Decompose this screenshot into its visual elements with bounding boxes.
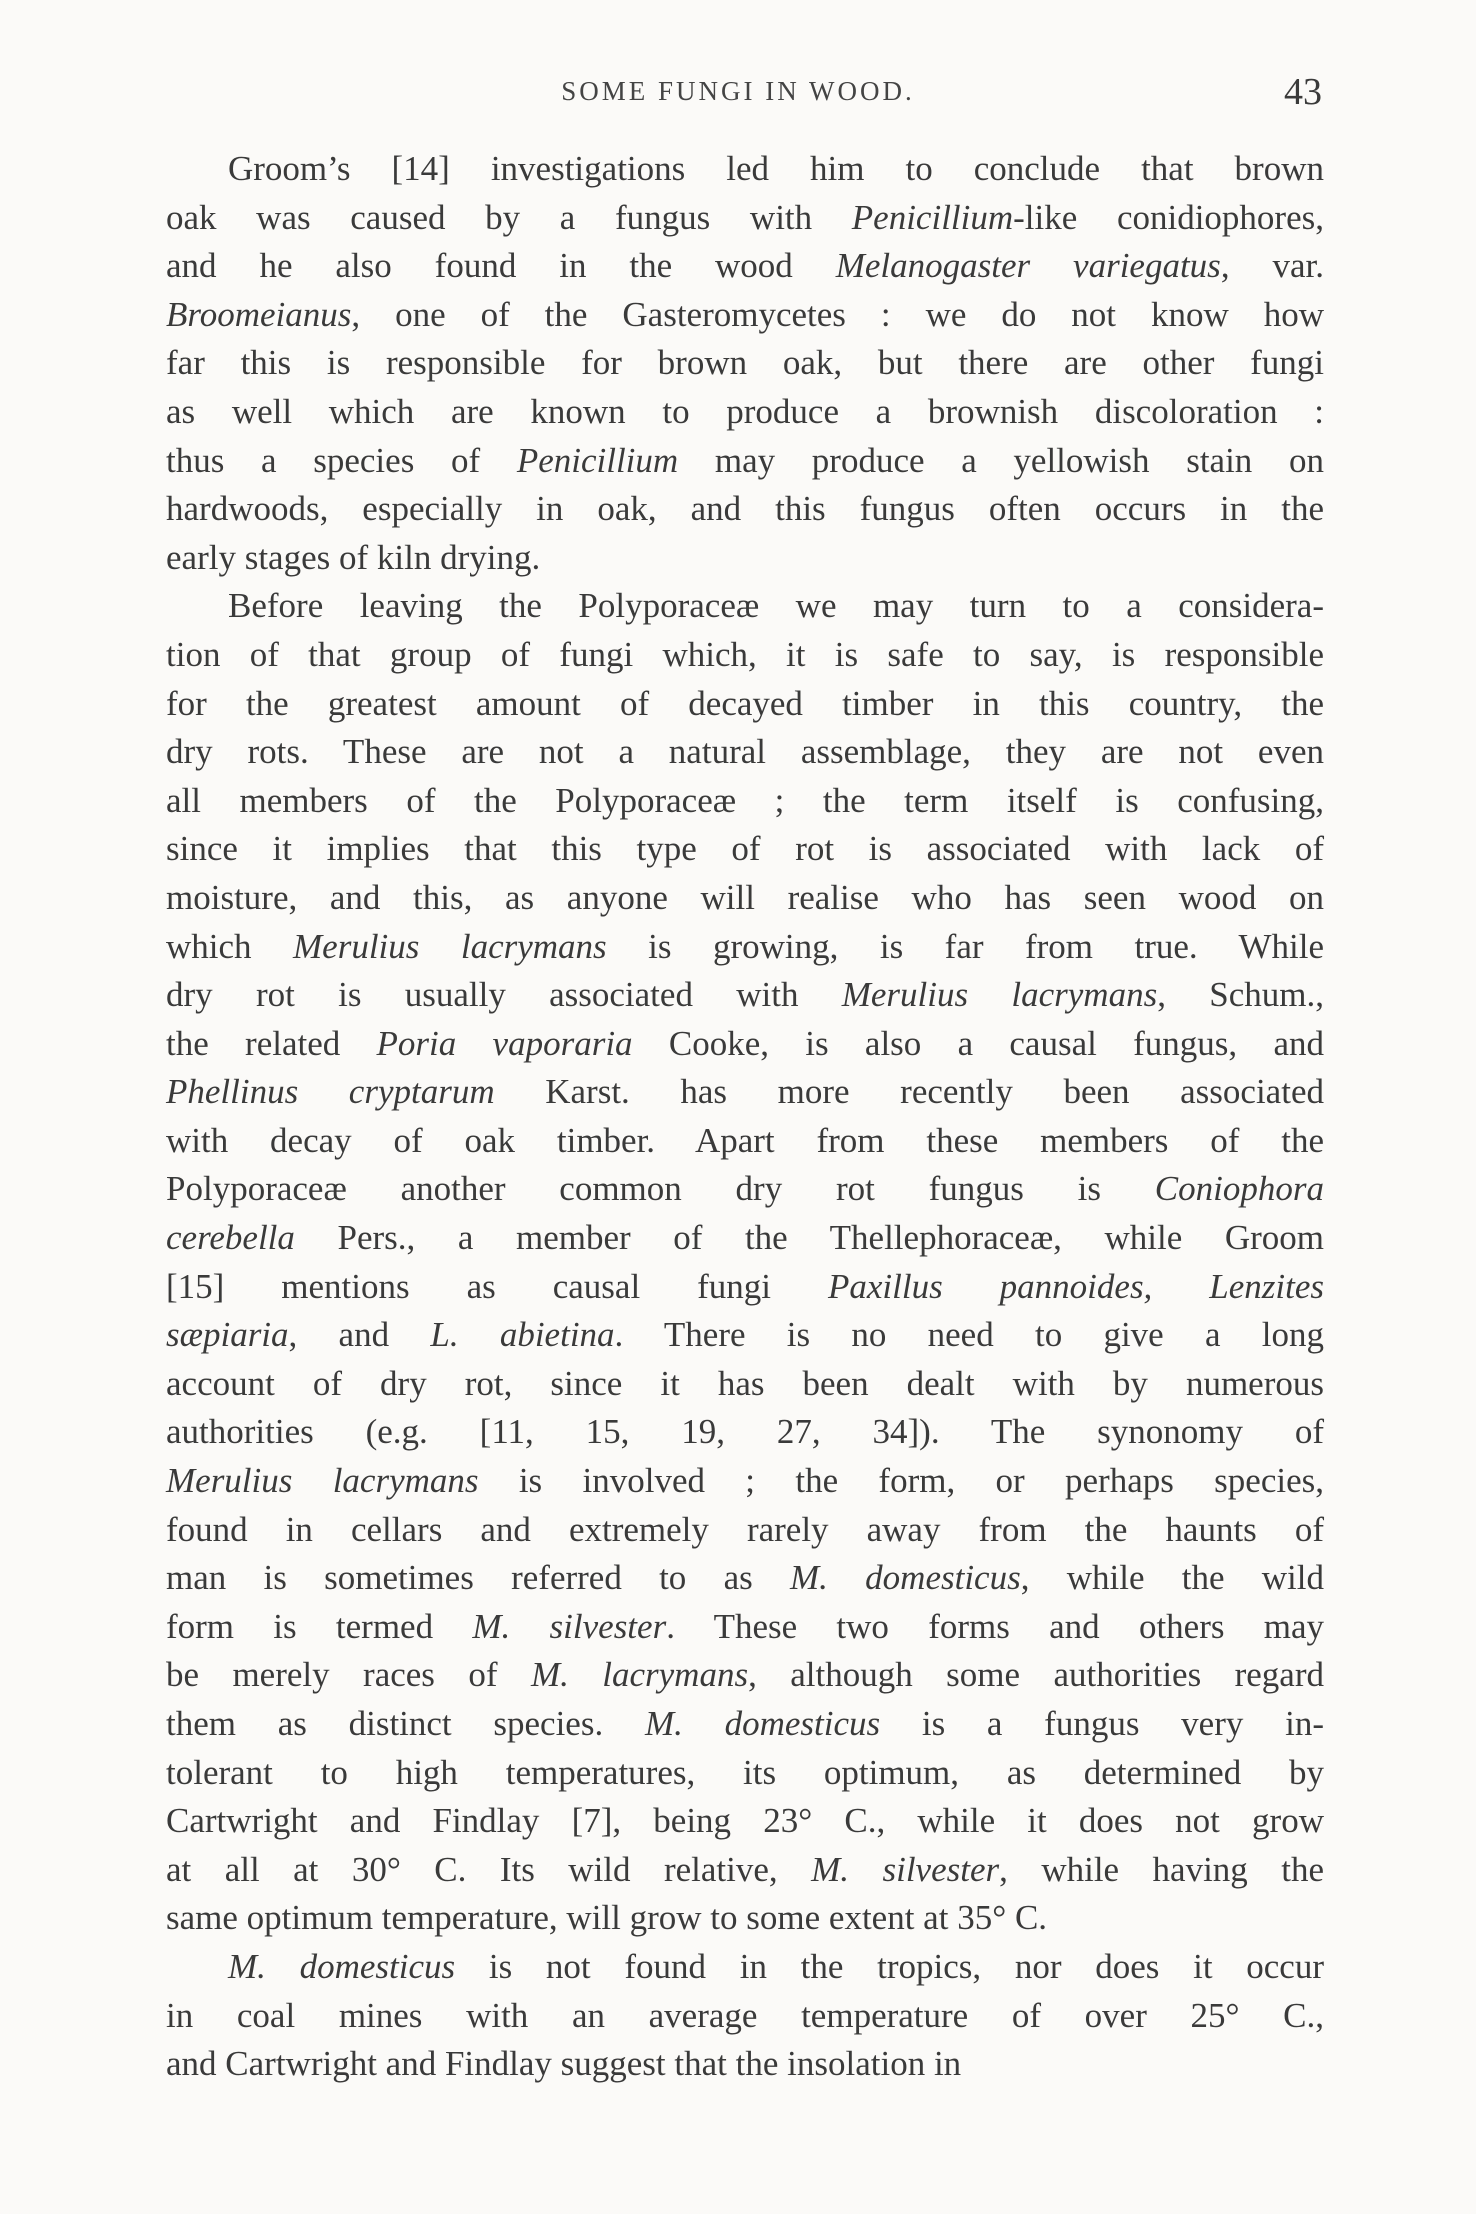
text-run: at all at 30° C. Its wild relative, (166, 1849, 812, 1889)
text-line (166, 1263, 1324, 1312)
text-run: the related (166, 1023, 377, 1063)
text-run: for the greatest amount of decayed timber in this country, the (166, 683, 1324, 723)
text-line (166, 923, 1324, 972)
text-run: in coal mines with an average temperature of over 25° C., (166, 1995, 1324, 2035)
text-run: may produce a yellowish stain on (678, 440, 1324, 480)
text-run: far this is responsible for brown oak, but there are other fungi (166, 343, 1324, 383)
italic-text: Poria vaporaria (376, 1023, 633, 1063)
text-run: Karst. has more recently been associated (494, 1072, 1324, 1112)
italic-text: M. domesticus (644, 1704, 881, 1743)
italic-text: Merulius lacrymans (166, 1461, 479, 1501)
text-line (166, 1749, 1324, 1798)
text-run: , while having the (999, 1849, 1325, 1889)
text-run: tion of that group of fungi which, it is safe to say, is responsible (166, 634, 1324, 674)
text-run: Polyporaceæ another common dry rot fungus is (166, 1169, 1155, 1209)
text-run: and Cartwright and Findlay suggest that the insolation in (166, 2044, 962, 2084)
text-line (166, 1506, 1324, 1555)
text-line (166, 1165, 1324, 1214)
text-line (166, 485, 1324, 534)
italic-text: cerebella (166, 1218, 295, 1258)
italic-text: M. domesticus (228, 1946, 456, 1986)
text-line (166, 534, 1324, 583)
text-run: oak was caused by a fungus with (166, 197, 852, 237)
text-run: . There is no need to give a long (614, 1315, 1324, 1355)
italic-text: M. silvester (472, 1606, 667, 1646)
text-run: is involved ; the form, or perhaps species, (478, 1461, 1324, 1501)
text-run: form is termed (166, 1606, 473, 1646)
text-run: and he also found in the wood (166, 246, 836, 286)
text-line (166, 1651, 1324, 1700)
text-run: Before leaving the Polyporaceæ we may turn to a considera- (228, 586, 1324, 626)
text-run: which (166, 926, 294, 966)
text-run: , Schum., (1157, 975, 1324, 1015)
text-line (166, 971, 1324, 1020)
italic-text: sæpiaria (166, 1315, 289, 1355)
body-text (166, 145, 1324, 2089)
text-line (166, 339, 1324, 388)
text-line (166, 242, 1324, 291)
text-line (166, 1943, 1324, 1992)
text-run: Groom’s [14] investigations led him to conclude that brown (228, 149, 1324, 188)
text-run: same optimum temperature, will grow to some extent at 35° C. (166, 1898, 1048, 1938)
italic-text: M. lacrymans (530, 1655, 749, 1695)
text-line (166, 582, 1324, 631)
text-run: is a fungus very in- (880, 1704, 1324, 1743)
text-run: Cooke, is also a causal fungus, and (632, 1023, 1324, 1063)
text-run: early stages of kiln drying. (166, 537, 541, 577)
text-line (166, 1311, 1324, 1360)
text-run: [15] mentions as causal fungi (166, 1266, 828, 1306)
text-line (166, 1457, 1324, 1506)
text-run: as well which are known to produce a brownish discoloration : (166, 391, 1324, 431)
text-run: man is sometimes referred to as (166, 1558, 790, 1598)
italic-text: Paxillus pannoides, Lenzites (828, 1266, 1325, 1306)
text-run: account of dry rot, since it has been dealt with by numerous (166, 1363, 1324, 1403)
text-run: , one of the Gasteromycetes : we do not know how (351, 294, 1324, 334)
text-line (166, 1554, 1324, 1603)
italic-text: Broomeianus (166, 294, 352, 334)
page-number: 43 (1284, 71, 1322, 113)
text-run: is growing, is far from true. While (606, 926, 1324, 966)
page-header (160, 70, 1322, 120)
text-run: since it implies that this type of rot is associated with lack of (166, 829, 1324, 869)
text-line (166, 1797, 1324, 1846)
paragraph (166, 582, 1324, 1943)
italic-text: Penicillium (851, 197, 1014, 237)
text-line (166, 1894, 1324, 1943)
text-line (166, 437, 1324, 486)
text-run: Cartwright and Findlay [7], being 23° C., while it does not grow (166, 1801, 1324, 1841)
text-run: is not found in the tropics, nor does it occur (455, 1946, 1324, 1986)
text-run: , while the wild (1020, 1558, 1324, 1598)
text-line (166, 1360, 1324, 1409)
text-line (166, 1603, 1324, 1652)
text-run: found in cellars and extremely rarely away from the haunts of (166, 1509, 1324, 1549)
text-line (166, 388, 1324, 437)
italic-text: Merulius lacrymans (293, 926, 607, 966)
italic-text: M. silvester (811, 1849, 1000, 1889)
running-head: SOME FUNGI IN WOOD. (561, 76, 915, 106)
text-run: thus a species of (166, 440, 517, 480)
italic-text: Coniophora (1154, 1169, 1324, 1209)
text-run: be merely races of (166, 1655, 531, 1695)
text-run: Pers., a member of the Thellephoraceæ, while Groom (294, 1218, 1324, 1258)
text-run: all members of the Polyporaceæ ; the term itself is confusing, (166, 780, 1324, 820)
text-run: dry rots. These are not a natural assemblage, they are not even (166, 732, 1324, 772)
text-line (166, 194, 1324, 243)
text-run: authorities (e.g. [11, 15, 19, 27, 34]). The synonomy of (166, 1412, 1324, 1452)
text-line (166, 1117, 1324, 1166)
text-line (166, 825, 1324, 874)
text-line (166, 874, 1324, 923)
text-line (166, 2040, 1324, 2089)
italic-text: Phellinus cryptarum (166, 1072, 495, 1112)
italic-text: L. abietina (430, 1315, 615, 1355)
text-line (166, 1020, 1324, 1069)
text-run: , and (288, 1315, 431, 1355)
text-line (166, 728, 1324, 777)
text-line (166, 1700, 1324, 1749)
text-run: with decay of oak timber. Apart from these members of the (166, 1120, 1324, 1160)
paragraph (166, 1943, 1324, 2089)
italic-text: M. domesticus (790, 1558, 1021, 1598)
text-line (166, 1214, 1324, 1263)
text-run: moisture, and this, as anyone will realise who has seen wood on (166, 877, 1324, 917)
italic-text: Penicillium (516, 440, 679, 480)
text-line (166, 1068, 1324, 1117)
text-line (166, 631, 1324, 680)
text-run: . These two forms and others may (666, 1606, 1325, 1646)
text-run: hardwoods, especially in oak, and this fungus often occurs in the (166, 489, 1324, 529)
text-line (166, 680, 1324, 729)
paragraph (166, 145, 1324, 582)
text-line (166, 291, 1324, 340)
text-run: -like conidiophores, (1013, 197, 1324, 237)
text-run: dry rot is usually associated with (166, 975, 842, 1015)
italic-text: Merulius lacrymans (841, 975, 1158, 1015)
text-line (166, 1846, 1324, 1895)
text-line (166, 1408, 1324, 1457)
text-run: tolerant to high temperatures, its optimum, as determined by (166, 1752, 1324, 1792)
text-line (166, 777, 1324, 826)
italic-text: Melanogaster variegatus (835, 246, 1221, 286)
text-run: , although some authorities regard (748, 1655, 1324, 1695)
text-run: , var. (1220, 246, 1324, 286)
text-run: them as distinct species. (166, 1704, 645, 1743)
text-line (166, 1992, 1324, 2041)
text-line (166, 145, 1324, 194)
